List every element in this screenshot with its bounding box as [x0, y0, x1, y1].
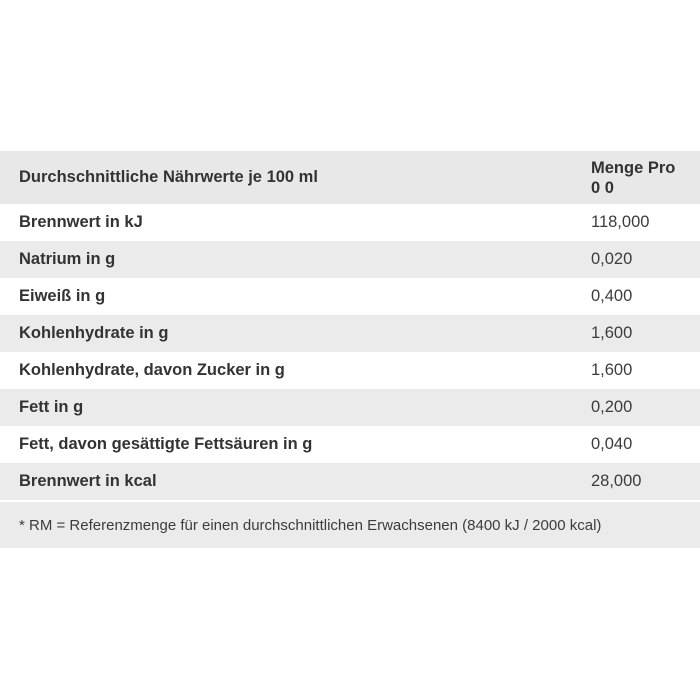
table-row — [0, 315, 700, 352]
table-header-row — [0, 151, 700, 204]
row-label: Brennwert in kcal — [19, 472, 157, 490]
table-row — [0, 204, 700, 241]
row-label: Kohlenhydrate, davon Zucker in g — [19, 361, 285, 379]
table-row — [0, 278, 700, 315]
row-label: Fett, davon gesättigte Fettsäuren in g — [19, 435, 313, 453]
table-row — [0, 389, 700, 426]
row-value: 0,400 — [591, 287, 633, 305]
row-value: 0,020 — [591, 250, 633, 268]
header-value-line1: Menge Pro — [591, 158, 676, 177]
row-value: 1,600 — [591, 324, 633, 342]
header-value-line2: 0 0 — [591, 178, 614, 197]
row-label: Fett in g — [19, 398, 84, 416]
table-footnote: * RM = Referenzmenge für einen durchschnittlichen Erwachsenen (8400 kJ / 2000 kcal) — [0, 502, 700, 548]
row-value: 1,600 — [591, 361, 633, 379]
row-label: Eiweiß in g — [19, 287, 106, 305]
row-value: 0,200 — [591, 398, 633, 416]
row-label: Natrium in g — [19, 250, 116, 268]
table-row — [0, 426, 700, 463]
row-value: 0,040 — [591, 435, 633, 453]
row-value: 28,000 — [591, 472, 642, 490]
header-label: Durchschnittliche Nährwerte je 100 ml — [19, 168, 318, 186]
row-label: Kohlenhydrate in g — [19, 324, 169, 342]
row-label: Brennwert in kJ — [19, 213, 143, 231]
header-value — [574, 158, 700, 198]
table-row — [0, 241, 700, 278]
nutrition-table — [0, 151, 700, 548]
table-row — [0, 352, 700, 389]
table-row — [0, 463, 700, 500]
row-value: 118,000 — [591, 213, 650, 231]
